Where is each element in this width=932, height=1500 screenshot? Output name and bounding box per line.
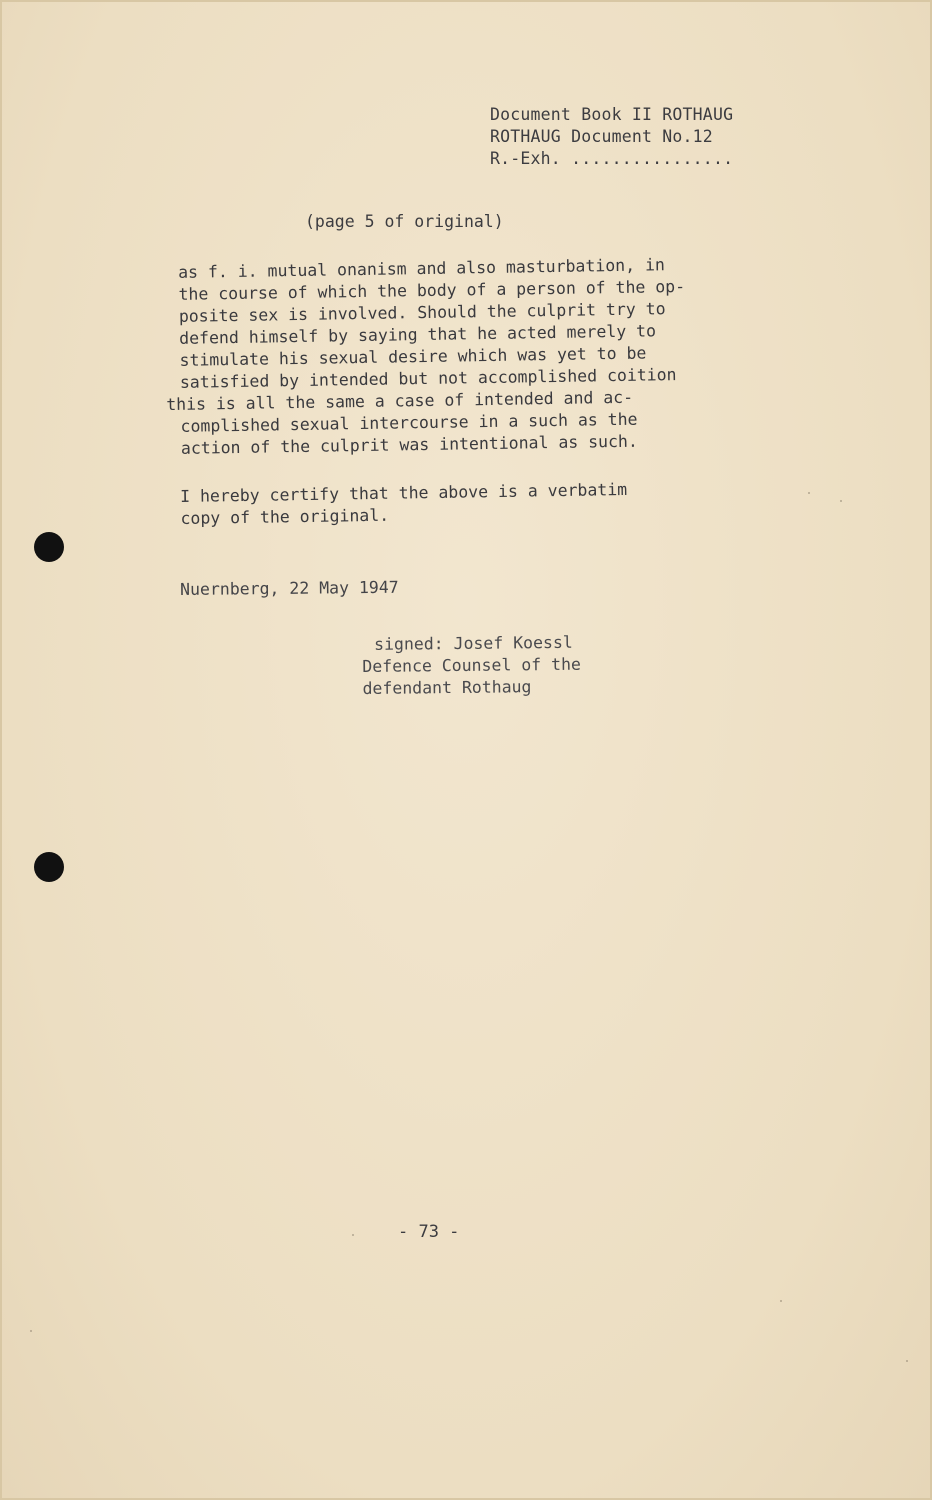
- paper-speck: [780, 1300, 782, 1302]
- body-line: stimulate his sexual desire which was yet to be: [179, 343, 647, 370]
- body-line: complished sexual intercourse in a such as the: [180, 409, 638, 436]
- body-line: posite sex is involved. Should the culprit try to: [178, 299, 666, 326]
- punch-hole-icon: [34, 852, 64, 882]
- paper-speck: [906, 1360, 908, 1362]
- header-document-book: Document Book II ROTHAUG: [490, 105, 734, 124]
- signature-name: signed: Josef Koessl: [374, 632, 573, 654]
- signature-role: defendant Rothaug: [362, 677, 532, 698]
- signature-block: [362, 632, 581, 700]
- place-and-date: Nuernberg, 22 May 1947: [180, 577, 399, 599]
- paper-speck: [30, 1330, 32, 1332]
- body-line: defend himself by saying that he acted merely to: [179, 321, 657, 348]
- header-document-number: ROTHAUG Document No.12: [490, 127, 713, 146]
- paper-speck: [352, 1234, 354, 1236]
- body-paragraph: [166, 252, 793, 460]
- punch-hole-icon: [34, 532, 64, 562]
- body-line: as f. i. mutual onanism and also masturbation, in: [178, 255, 666, 282]
- certification-line: copy of the original.: [180, 505, 390, 528]
- certification-line: I hereby certify that the above is a verbatim: [180, 479, 628, 506]
- paper-speck: [808, 492, 810, 494]
- document-header: [490, 104, 733, 170]
- body-line: satisfied by intended but not accomplished coition: [179, 365, 677, 392]
- original-page-reference: (page 5 of original): [305, 212, 504, 231]
- paper-speck: [840, 500, 842, 502]
- certification-statement: [180, 479, 628, 530]
- signature-title: Defence Counsel of the: [362, 654, 581, 676]
- header-exhibit-number: R.-Exh. ................: [490, 149, 734, 168]
- page-number: - 73 -: [398, 1222, 460, 1242]
- body-line: this is all the same a case of intended and ac-: [166, 387, 634, 415]
- body-line: the course of which the body of a person of the op-: [178, 276, 686, 304]
- body-line: action of the culprit was intentional as such.: [180, 431, 638, 458]
